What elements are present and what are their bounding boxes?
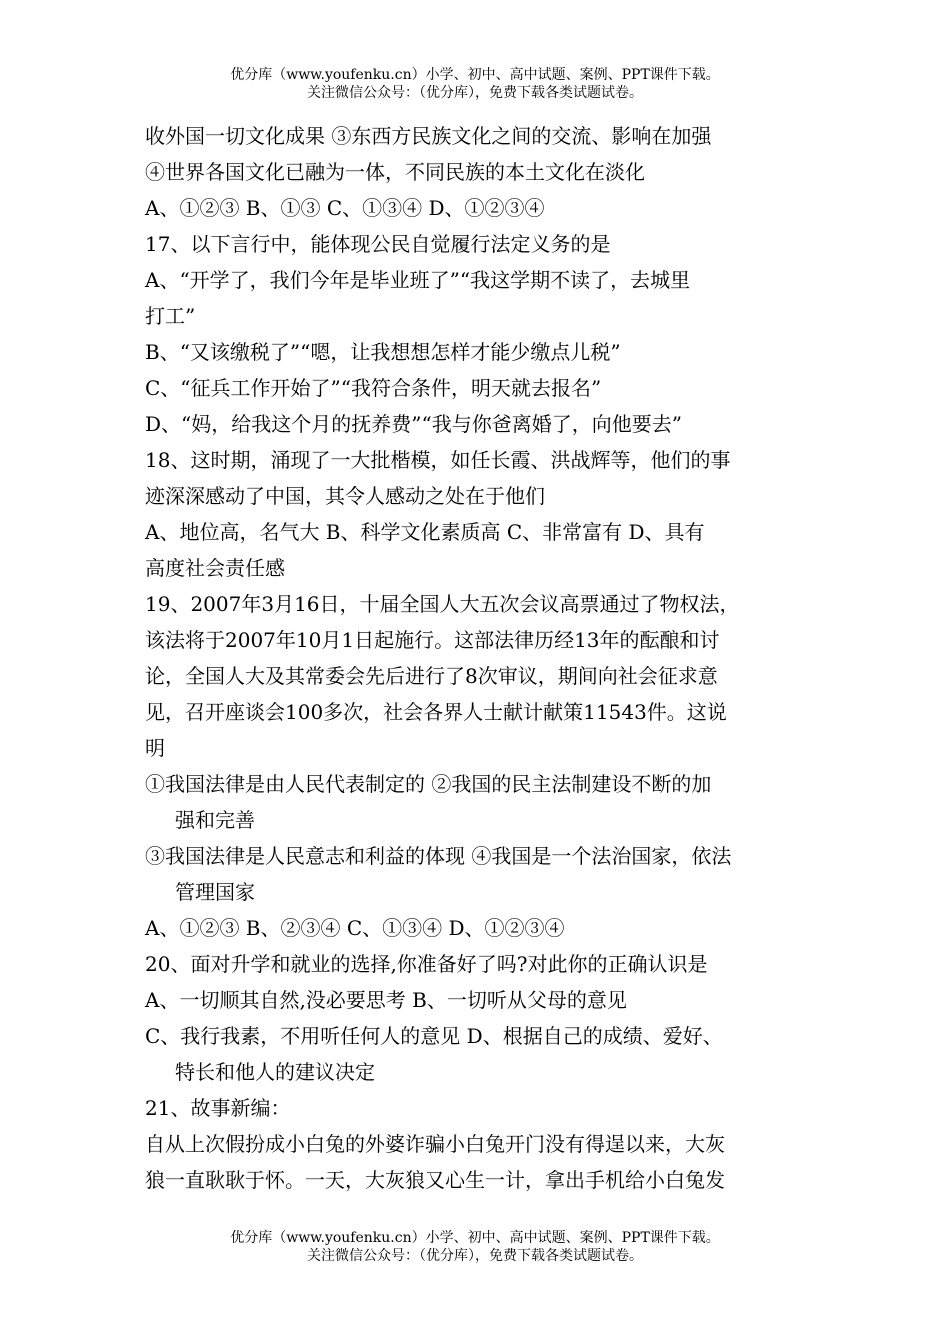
question-19: 19、2007年3月16日，十届全国人大五次会议高票通过了物权法， [145, 592, 740, 616]
option-d: D、“妈，给我这个月的抚养费”“我与你爸离婚了，向他要去” [145, 412, 682, 436]
text-line: 明 [145, 736, 165, 760]
text-line: ④世界各国文化已融为一体，不同民族的本土文化在淡化 [145, 160, 645, 184]
footer-line-2: 关注微信公众号：（优分库），免费下载各类试题试卷。 [307, 1248, 643, 1264]
page-header [0, 66, 950, 102]
document-body [145, 118, 810, 1198]
text-line: 收外国一切文化成果 ③东西方民族文化之间的交流、影响在加强 [145, 124, 712, 148]
page-footer [0, 1229, 950, 1265]
story-line: 自从上次假扮成小白兔的外婆诈骗小白兔开门没有得逞以来，大灰 [145, 1132, 725, 1156]
answer-options: A、地位高，名气大 B、科学文化素质高 C、非常富有 D、具有 [145, 520, 705, 544]
question-20: 20、面对升学和就业的选择,你准备好了吗?对此你的正确认识是 [145, 952, 708, 976]
question-21: 21、故事新编： [145, 1096, 291, 1120]
answer-options: A、①②③ B、②③④ C、①③④ D、①②③④ [145, 916, 565, 940]
statement-line: ③我国法律是人民意志和利益的体现 ④我国是一个法治国家，依法 [145, 844, 732, 868]
text-line: 迹深深感动了中国，其令人感动之处在于他们 [145, 484, 545, 508]
answer-options: A、一切顺其自然,没必要思考 B、一切听从父母的意见 [145, 988, 627, 1012]
answer-options: C、我行我素，不用听任何人的意见 D、根据自己的成绩、爱好、 [145, 1024, 723, 1048]
question-18: 18、这时期，涌现了一大批楷模，如任长霞、洪战辉等，他们的事 [145, 448, 731, 472]
text-line: 论，全国人大及其常委会先后进行了8次审议，期间向社会征求意 [145, 664, 718, 688]
option-b: B、“又该缴税了”“嗯，让我想想怎样才能少缴点儿税” [145, 340, 621, 364]
text-line: 特长和他人的建议决定 [175, 1060, 375, 1084]
question-17: 17、以下言行中，能体现公民自觉履行法定义务的是 [145, 232, 611, 256]
text-line: 见，召开座谈会100多次，社会各界人士献计献策11543件。这说 [145, 700, 727, 724]
text-line: 管理国家 [175, 880, 255, 904]
option-c: C、“征兵工作开始了”“我符合条件，明天就去报名” [145, 376, 602, 400]
text-line: 该法将于2007年10月1日起施行。这部法律历经13年的酝酿和讨 [145, 628, 720, 652]
option-a: A、“开学了，我们今年是毕业班了”“我这学期不读了，去城里 [145, 268, 691, 292]
text-line: 高度社会责任感 [145, 556, 285, 580]
text-line: 强和完善 [175, 808, 255, 832]
statement-line: ①我国法律是由人民代表制定的 ②我国的民主法制建设不断的加 [145, 772, 712, 796]
answer-options: A、①②③ B、①③ C、①③④ D、①②③④ [145, 196, 545, 220]
header-line-1: 优分库（www.youfenku.cn）小学、初中、高中试题、案例、PPT课件下载。 [230, 67, 720, 83]
story-line: 狼一直耿耿于怀。一天，大灰狼又心生一计，拿出手机给小白兔发 [145, 1168, 725, 1192]
footer-line-1: 优分库（www.youfenku.cn）小学、初中、高中试题、案例、PPT课件下载。 [230, 1230, 720, 1246]
text-line: 打工” [145, 304, 196, 328]
header-line-2: 关注微信公众号：（优分库），免费下载各类试题试卷。 [307, 85, 643, 101]
